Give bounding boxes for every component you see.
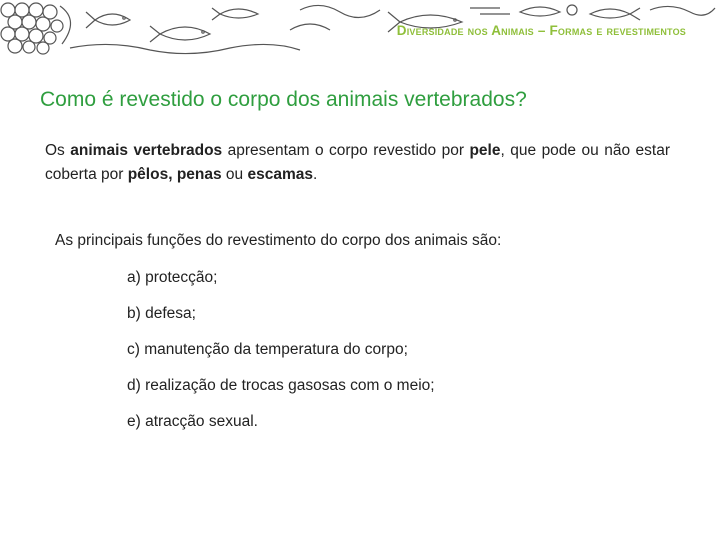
functions-intro: As principais funções do revestimento do corpo dos animais são:	[55, 232, 502, 249]
intro-paragraph	[45, 139, 670, 187]
intro-text: apresentam o corpo revestido por	[222, 142, 470, 159]
slide-title: Como é revestido o corpo dos animais vertebrados?	[40, 88, 527, 111]
intro-bold-term: pele	[469, 142, 501, 159]
intro-bold-term: pêlos, penas	[127, 166, 222, 183]
function-item: e) atracção sexual.	[127, 413, 258, 430]
functions-list	[127, 268, 435, 448]
intro-text: .	[313, 166, 318, 183]
intro-text: , que pode ou não estar coberta por	[45, 142, 670, 183]
function-item: c) manutenção da temperatura do corpo;	[127, 341, 408, 358]
banner-title: Diversidade nos Animais – Formas e revestimentos	[396, 23, 686, 38]
intro-text: Os	[45, 142, 71, 159]
intro-bold-term: animais vertebrados	[70, 142, 223, 159]
function-item: a) protecção;	[127, 269, 218, 286]
intro-text: ou	[221, 166, 248, 183]
function-item: d) realização de trocas gasosas com o meio;	[127, 377, 435, 394]
function-item: b) defesa;	[127, 305, 196, 322]
intro-bold-term: escamas	[247, 166, 313, 183]
header-banner	[0, 0, 720, 58]
